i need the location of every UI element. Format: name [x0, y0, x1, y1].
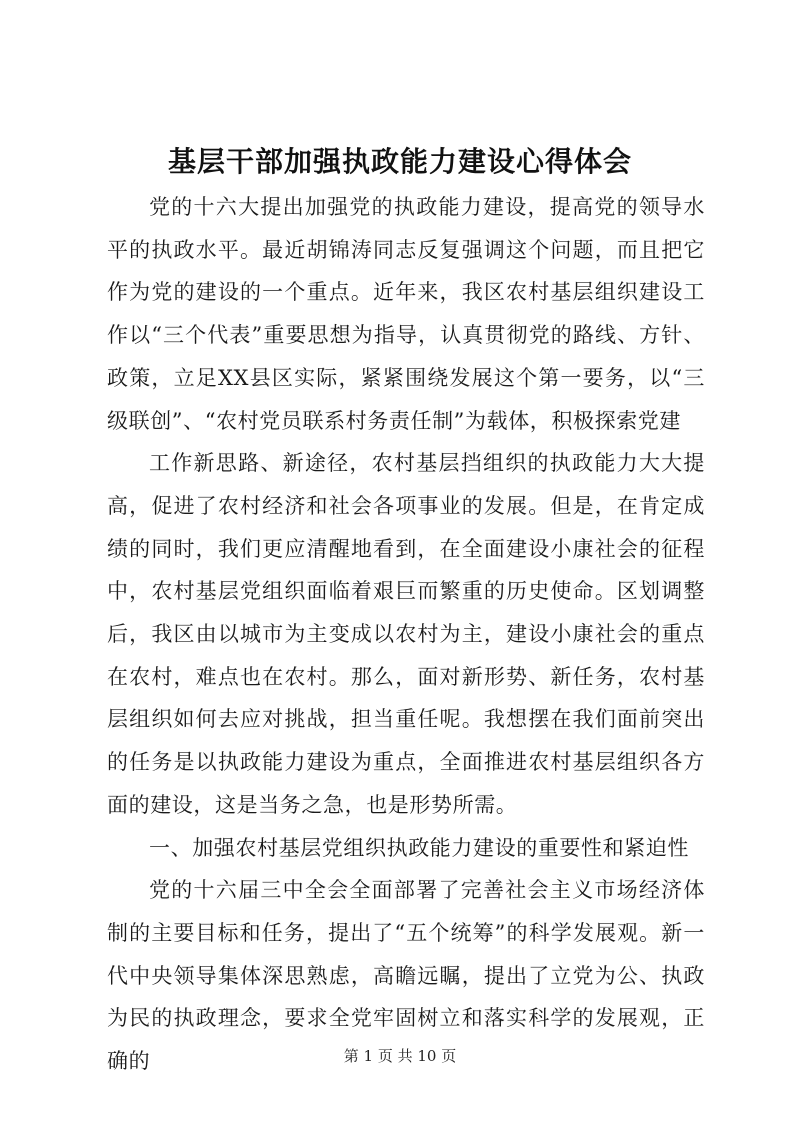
- document-body: [107, 186, 705, 1083]
- paragraph-1: 党的十六大提出加强党的执政能力建设，提高党的领导水平的执政水平。最近胡锦涛同志反复强调这个问题，而且把它作为党的建设的一个重点。近年来，我区农村基层组织建设工作以“三个代表”重要思想为指导，认真贯彻党的路线、方针、政策，立足XX县区实际，紧紧围绕发展这个第一要务，以“三级联创”、“农村党员联系村务责任制”为载体，积极探索党建: [107, 195, 705, 433]
- page-footer: 第 1 页 共 10 页: [343, 1047, 457, 1065]
- section-heading-1: 一、加强农村基层党组织执政能力建设的重要性和紧迫性: [149, 835, 689, 860]
- paragraph-3: 党的十六届三中全会全面部署了完善社会主义市场经济体制的主要目标和任务，提出了“五个统筹”的科学发展观。新一代中央领导集体深思熟虑，高瞻远瞩，提出了立党为公、执政为民的执政理念，要求全党牢固树立和落实科学的发展观，正确的: [107, 878, 705, 1074]
- paragraph-2: 工作新思路、新途径，农村基层挡组织的执政能力大大提高，促进了农村经济和社会各项事业的发展。但是，在肯定成绩的同时，我们更应清醒地看到，在全面建设小康社会的征程中，农村基层党组织面临着艰巨而繁重的历史使命。区划调整后，我区由以城市为主变成以农村为主，建设小康社会的重点在农村，难点也在农村。那么，面对新形势、新任务，农村基层组织如何去应对挑战，担当重任呢。我想摆在我们面前突出的任务是以执政能力建设为重点，全面推进农村基层组织各方面的建设，这是当务之急，也是形势所需。: [107, 451, 705, 817]
- document-title: 基层干部加强执政能力建设心得体会: [167, 145, 632, 178]
